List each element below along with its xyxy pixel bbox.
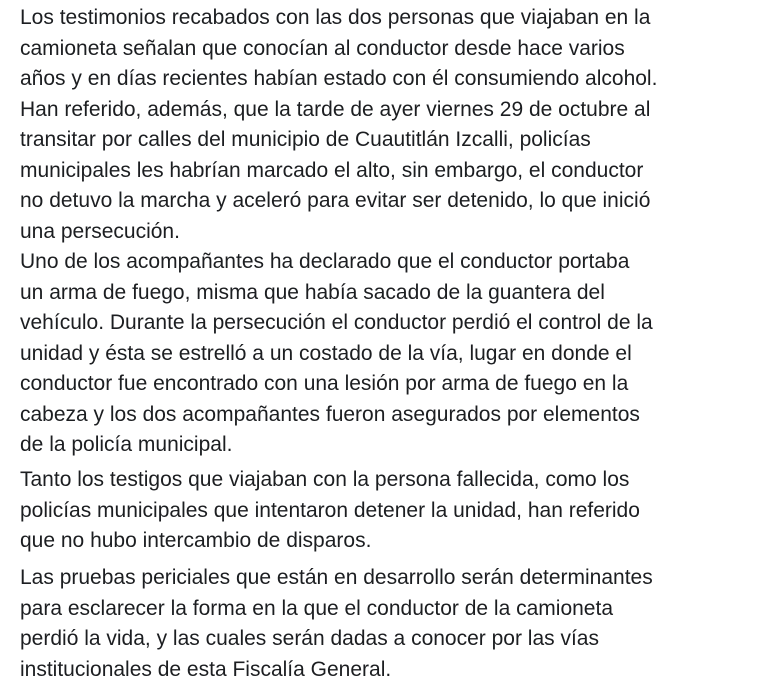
text-line: para esclarecer la forma en la que el conductor de la camioneta: [20, 594, 653, 625]
text-line: Uno de los acompañantes ha declarado que el conductor portaba: [20, 247, 653, 278]
text-line: años y en días recientes habían estado con él consumiendo alcohol.: [20, 64, 657, 95]
text-line: unidad y ésta se estrelló a un costado de la vía, lugar en donde el: [20, 339, 653, 370]
text-line: no detuvo la marcha y aceleró para evitar ser detenido, lo que inició: [20, 186, 657, 217]
text-line: municipales les habrían marcado el alto, sin embargo, el conductor: [20, 156, 657, 187]
post-paragraph: [20, 3, 657, 247]
text-line: Han referido, además, que la tarde de ayer viernes 29 de octubre al: [20, 95, 657, 126]
text-line: perdió la vida, y las cuales serán dadas a conocer por las vías: [20, 624, 653, 655]
post-paragraph: [20, 247, 653, 461]
text-line: un arma de fuego, misma que había sacado de la guantera del: [20, 278, 653, 309]
text-line: Tanto los testigos que viajaban con la persona fallecida, como los: [20, 465, 640, 496]
text-line: Las pruebas periciales que están en desarrollo serán determinantes: [20, 563, 653, 594]
text-line: institucionales de esta Fiscalía General.: [20, 655, 653, 685]
text-line: que no hubo intercambio de disparos.: [20, 526, 640, 557]
text-line: transitar por calles del municipio de Cuautitlán Izcalli, policías: [20, 125, 657, 156]
text-line: de la policía municipal.: [20, 430, 653, 461]
post-paragraph: [20, 465, 640, 557]
text-line: una persecución.: [20, 217, 657, 248]
text-line: Los testimonios recabados con las dos personas que viajaban en la: [20, 3, 657, 34]
text-line: policías municipales que intentaron detener la unidad, han referido: [20, 496, 640, 527]
text-line: camioneta señalan que conocían al conductor desde hace varios: [20, 34, 657, 65]
text-line: conductor fue encontrado con una lesión por arma de fuego en la: [20, 369, 653, 400]
post-paragraph: [20, 563, 653, 685]
text-line: cabeza y los dos acompañantes fueron asegurados por elementos: [20, 400, 653, 431]
text-line: vehículo. Durante la persecución el conductor perdió el control de la: [20, 308, 653, 339]
